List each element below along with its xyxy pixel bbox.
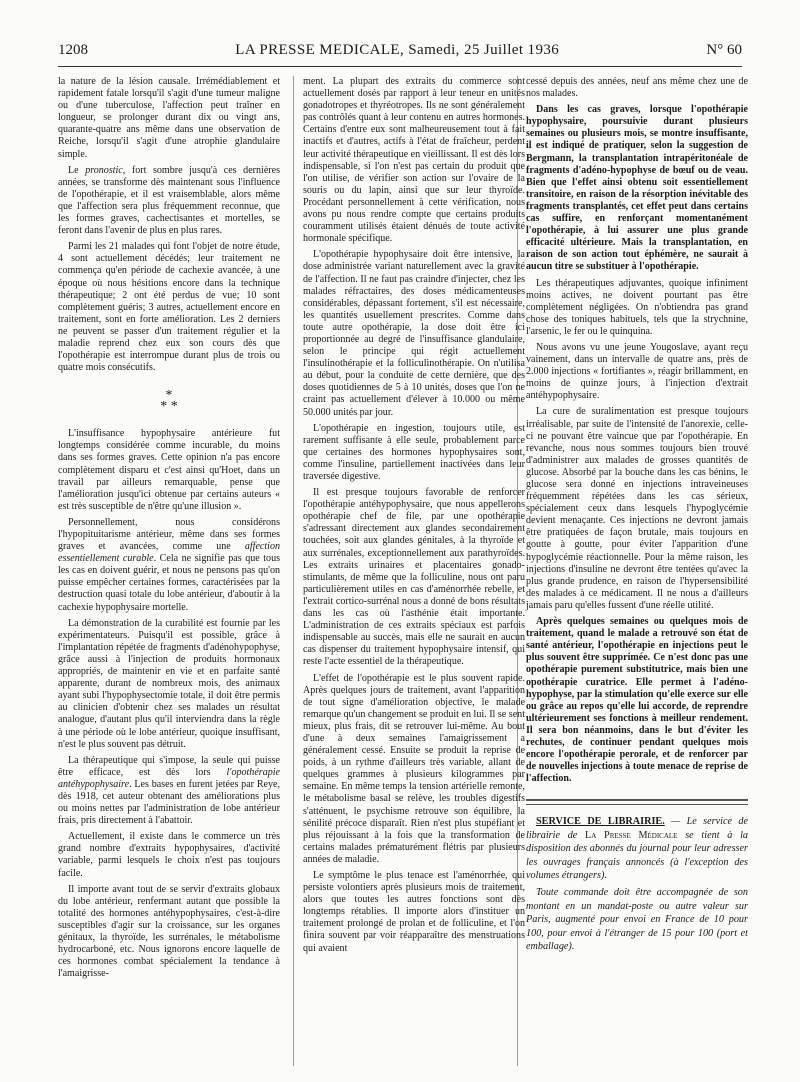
section-stars: * * * [160, 388, 178, 415]
paragraph: Il est presque toujours favorable de renforcer l'opothérapie antéhypophysaire, que nous appellerons opothérapie chef de file, par une opothérapie s'adressant directement aux glandes secondairement touchées, soit aux glandes génitales, à la thyroïde et aux surrénales, exceptionnellement aux parathyroïdes. Les extraits urinaires et placentaires gonado-stimulants, de même que la folliculine, nous ont paru particulièrement utiles en cas d'aménorrhée rebelle, et l'extrait cortico-surrénal nous a donné de bons résultats dans les cas où l'asthénie était importante. L'administration de ces extraits spéciaux est parfois indispensable au succès, mais elle ne saurait en aucun cas dispenser du traitement hypophysaire intensif, qui reste l'acte essentiel de la thérapeutique. [303, 487, 525, 668]
paragraph: L'opothérapie en ingestion, toujours utile, est rarement suffisante à elle seule, probablement parce que certaines des hormones hypophysaires sont, comme l'insuline, partiellement inactivées dans leur traversée digestive. [303, 422, 525, 482]
page-header [58, 42, 742, 68]
library-notice [526, 815, 748, 953]
paragraph: Il importe avant tout de se servir d'extraits globaux du lobe antérieur, renfermant autant que possible la totalité des hormones antéhypophysaires, c'est-à-dire susceptibles d'agir sur la croissance, sur les organes génitaux, la thyroïde, les surrénales, le métabolisme hydrocarboné, etc. Nous ignorons encore laquelle de ces hormones combat spécialement la tendance à l'amaigrisse- [58, 883, 280, 980]
paragraph: La cure de suralimentation est presque toujours irréalisable, par suite de l'intensité de l'anorexie, celle-ci ne pouvant être vaincue que par l'opothérapie. En revanche, nous nous sommes toujours bien trouvé d'administrer aux malades de grosses quantités de glucose. Absorbé par la bouche dans les cas bénins, le glucose sera donné en injections intraveineuses fréquemment répétées dans les cas sérieux, spécialement ceux dans lesquels l'hypoglycémie devient menaçante. Ces injections ne devront jamais être pratiquées de façon brutale, mais toujours en goutte à goutte, pour éviter l'apparition d'une hypoglycémie réactionnelle. Pour la même raison, les injections d'insuline ne devront être tentées qu'avec la plus grande prudence, en raison de l'hypersensibilité des malades à ce médicament. Il ne nous a d'ailleurs jamais paru qu'elles fussent d'une réelle utilité. [526, 406, 748, 611]
paragraph: cessé depuis des années, neuf ans même chez une de nos malades. [526, 76, 748, 100]
column-2 [303, 76, 525, 959]
section-divider [526, 799, 748, 805]
paragraph: L'insuffisance hypophysaire antérieure fut longtemps considérée comme incurable, du moins dans ses formes graves. Cette opinion n'a pas encore complètement disparu et c'est ainsi qu'Hoet, dans un travail par ailleurs remarquable, pense que l'amélioration jusqu'ici obtenue par certains auteurs « est très susceptible de n'être qu'une illusion ». [58, 428, 280, 512]
column-1 [58, 76, 280, 984]
paragraph: la nature de la lésion causale. Irrémédiablement et rapidement fatale lorsqu'il s'agit d'une tumeur maligne ou d'une tuberculose, l'affection peut traîner en longueur, se prolonger durant dix ou vingt ans, quarante-quatre ans même dans une observation de Reiche, lorsqu'il s'agit d'une atrophie glandulaire simple. [58, 76, 280, 160]
paragraph: Parmi les 21 malades qui font l'objet de notre étude, 4 sont actuellement décédés; leur traitement ne commença qu'en période de cachexie avancée, à une époque où nous hésitions encore dans la technique thérapeutique; 2 ont été perdus de vue; 10 sont complètement guéris; 3 autres, actuellement encore en traitement, sont en forte amélioration. Les 2 derniers ne peuvent se passer d'un traitement régulier et la maladie reprend chez eux son cours dès que l'opothérapie est interrompue durant plus de trois ou quatre mois consécutifs. [58, 241, 280, 374]
paragraph: Personnellement, nous considérons l'hypopituitarisme antérieur, même dans ses formes graves et avancées, comme une affection essentiellement curable. Cela ne signifie pas que tous les cas en doivent guérir, et nous ne pensons pas qu'on puisse empêcher certaines formes, caractérisées par la destruction quasi totale du lobe antérieur, d'aboutir à la cachexie hypophysaire mortelle. [58, 516, 281, 613]
paragraph: La démonstration de la curabilité est fournie par les expérimentateurs. Puisqu'il est possible, grâce à l'implantation répétée de fragments d'adénohypophyse, grâce aussi à l'injection de produits hormonaux appropriés, de maintenir en vie et en parfaite santé apparente, durant de nombreux mois, des animaux ayant subi l'hypophysectomie totale, il doit être permis au clinicien d'obtenir chez ses malades un résultat analogue, d'autant plus qu'il interviendra dans la règle à une période où le lobe antérieur, quoique insuffisant, n'est le plus souvent pas détruit. [58, 617, 280, 750]
page-number: 1208 [58, 42, 88, 58]
paragraph: La thérapeutique qui s'impose, la seule qui puisse être efficace, est dès lors l'opothérapie antéhypophysaire. Les bases en furent jetées par Reye, dès 1918, cet auteur obtenant des améliorations plus ou moins nettes par l'administration de lobe antérieur frais, pris directement à l'abattoir. [58, 754, 280, 827]
issue-number: N° 60 [706, 42, 742, 58]
header-rule [58, 66, 742, 67]
paragraph: Le pronostic, fort sombre jusqu'à ces dernières années, se transforme dès maintenant sous l'influence de l'opothérapie, et il est vraisemblable, alors même que l'affection sera plus fréquemment reconnue, que les formes graves, cachectisantes et mortelles, se feront dans l'avenir de plus en plus rares. [58, 164, 280, 237]
notice-title: SERVICE DE LIBRAIRIE. [536, 816, 665, 828]
paragraph: L'opothérapie hypophysaire doit être intensive, la dose administrée variant naturellement avec la gravité de l'affection. Il ne faut pas craindre d'injecter, chez les malades réfractaires, des doses médicamenteuses considérables, dépassant fortement, s'il est nécessaire, les quantités usuellement prescrites. Comme dans toute autre opothérapie, la dose doit être ici proportionnée au degré de l'insuffisance glandulaire, selon le principe qui régit actuellement l'insulinothérapie et la folliculinothérapie. On n'utilisa au début, pour la conduite de cette dernière, que des doses quotidiennes de 5 à 10 unités, doses que l'on ne craint pas actuellement d'élever à 10.000 ou même 50.000 unités par jour. [303, 249, 525, 418]
column-divider [293, 76, 294, 1066]
notice-paragraph: SERVICE DE LIBRAIRIE. — Le service de librairie de La Presse Médicale se tient à la disposition des abonnés du journal pour leur adresser les ouvrages français annoncés (à l'exception des volumes étrangers). [526, 816, 749, 881]
paragraph: Les thérapeutiques adjuvantes, quoique infiniment moins actives, ne doivent pourtant pas être complètement négligées. On n'obtiendra pas grand chose des toniques habituels, tels que la strychnine, l'arsenic, le fer ou le quinquina. [526, 277, 748, 337]
paragraph: Actuellement, il existe dans le commerce un très grand nombre d'extraits hypophysaires, d'activité variable, parmi lesquels le choix n'est pas toujours facile. [58, 831, 280, 879]
paragraph: L'effet de l'opothérapie est le plus souvent rapide. Après quelques jours de traitement, avant l'apparition de tout signe d'amélioration objective, le malade remarque qu'un changement se produit en lui. Il se sent mieux, plus frais, dit se retrouver lui-même. Au bout d'une à deux semaines l'amaigrissement a généralement cessé. Ensuite se produit la reprise de poids, à un rythme d'ailleurs très variable, allant de quelques grammes à plusieurs kilogrammes par semaine. En même temps la tension artérielle remonte, le métabolisme basal se relève, les troubles digestifs s'atténuent, le psychisme retrouve son équilibre, la sénilité précoce disparaît. Rien n'est plus stupéfiant et plus réjouissant à la fois que la transformation de certains malades prématurément flétris par plusieurs années de maladie. [303, 672, 525, 865]
paragraph: Nous avons vu une jeune Yougoslave, ayant reçu vainement, dans un intervalle de quatre ans, près de 2.000 injections « fortifiantes », réagir brillamment, en moins de quinze jours, à l'injection d'extrait antéhypophysaire. [526, 341, 748, 402]
paragraph: Dans les cas graves, lorsque l'opothérapie hypophysaire, poursuivie durant plusieurs semaines ou plusieurs mois, se montre insuffisante, il est indiqué de pratiquer, selon la suggestion de Bergmann, la transplantation intrapéritonéale de fragments d'adéno-hypophyse de bœuf ou de veau. Bien que l'effet ainsi obtenu soit essentiellement transitoire, en raison de la résorption inévitable des fragments transplantés, cet effet peut dans certains cas suffire, en renforçant momentanément l'opothérapie, à lui assurer une plus grande efficacité ultérieure. Mais la transplantation, en raison de son action tout éphémère, ne saurait à aucun titre se substituer à l'opothérapie. [526, 104, 748, 273]
paragraph: Le symptôme le plus tenace est l'aménorrhée, qui persiste volontiers après plusieurs mois de traitement, alors que toutes les autres fonctions sont dès longtemps rétablies. Il importe alors d'instituer un traitement prolongé de prolan et de folliculine, et l'on finira souvent par voir réapparaître des menstruations qui avaient [303, 870, 525, 954]
column-3 [526, 76, 748, 957]
journal-title: LA PRESSE MEDICALE, Samedi, 25 Juillet 1936 [235, 42, 560, 58]
paragraph: Après quelques semaines ou quelques mois de traitement, quand le malade a retrouvé son état de santé antérieur, l'opothérapie en injections peut le plus souvent être supprimée. Ce n'est donc pas une opothérapie purement substitutrice, mais bien une opothérapie curatrice. Elle permet à l'adéno-hypophyse, par la stimulation qu'elle exerce sur elle ou grâce au repos qu'elle lui accorde, de reprendre ultérieurement ses fonctions à meilleur rendement. Il sera bon néanmoins, dans le but d'éviter les rechutes, de continuer pendant quelques mois encore l'opothérapie perorale, et de renforcer par de nouvelles injections à toute menace de reprise de l'affection. [526, 616, 748, 785]
paragraph: ment. La plupart des extraits du commerce sont actuellement dosés par rapport à leur teneur en unités gonadotropes et thyréotropes. Ils ne sont généralement pas contrôlés quant à leur contenu en autres hormones. Certains d'entre eux sont malheureusement tout à fait inactifs et d'autres, actifs à l'état de fraîcheur, perdent leur activité thérapeutique en vieillissant. Il est dès lors indispensable, si l'on n'est pas certain du produit que l'on utilise, de vérifier son action sur l'ovaire de la souris ou du lapin, ainsi que sur leur thyroïde. Procédant personnellement à cette vérification, nous avons pu nous rendre compte que certains produits couramment utilisés étaient dénués de toute activité hormonale spécifique. [303, 76, 525, 245]
notice-paragraph: Toute commande doit être accompagnée de son montant en un mandat-poste ou autre valeur sur Paris, augmenté pour envoi en France de 10 pour 100, pour envoi à l'étranger de 15 pour 100 (port et emballage). [526, 887, 748, 952]
